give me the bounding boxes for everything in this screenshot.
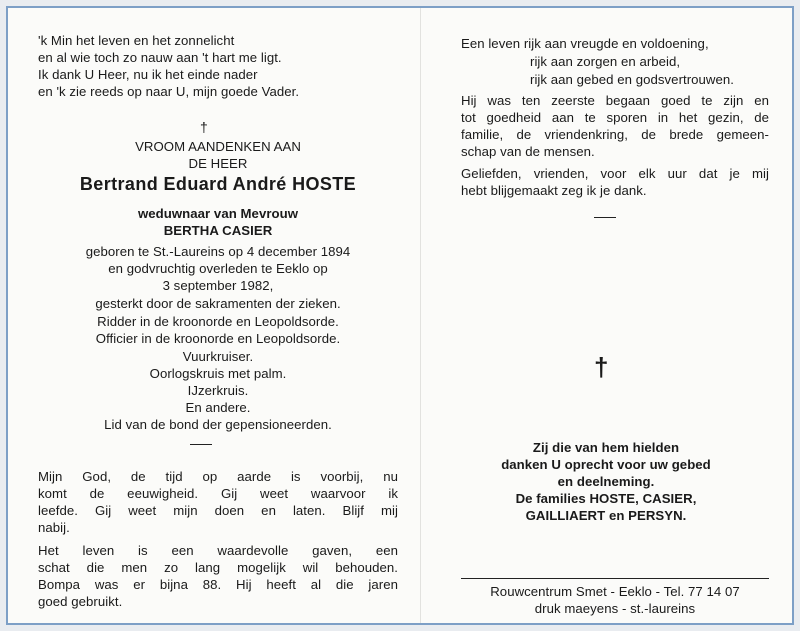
- character-paragraph: [461, 92, 769, 160]
- prayer-line: komt de eeuwigheid. Gij weet waarvoor ik: [38, 486, 398, 501]
- cross-icon: †: [200, 119, 208, 135]
- bio-line: Officier in de kroonorde en Leopoldsorde.: [95, 331, 341, 346]
- verse-line: rijk aan gebed en godsvertrouwen.: [530, 72, 734, 87]
- divider: [190, 444, 212, 445]
- verse-line: Een leven rijk aan vreugde en voldoening,: [461, 36, 709, 51]
- printer-line: druk maeyens - st.-laureins: [534, 601, 696, 616]
- bio-line: IJzerkruis.: [187, 383, 249, 398]
- memorial-card: [6, 6, 794, 625]
- cross-icon: †: [594, 352, 609, 382]
- bio-line: geboren te St.-Laureins op 4 december 1894: [85, 244, 351, 259]
- life-paragraph: [38, 542, 398, 610]
- bio-line: En andere.: [185, 400, 251, 415]
- bio-line: en godvruchtig overleden te Eeklo op: [108, 261, 328, 276]
- poem-line: en 'k zie reeds op naar U, mijn goede Vader.: [38, 84, 300, 99]
- bio-line: gesterkt door de sakramenten der zieken.: [95, 296, 341, 311]
- life-line: schat die men zo lang mogelijk wil behouden.: [38, 560, 398, 575]
- left-page: [8, 8, 420, 623]
- right-page: [421, 8, 792, 623]
- character-line: tot goedheid aan te sporen in het gezin, de: [461, 110, 769, 125]
- thanks-block: [451, 439, 761, 524]
- footer-rule: [461, 578, 769, 579]
- thanks-line: Zij die van hem hielden: [532, 440, 680, 455]
- character-line: schap van de mensen.: [461, 144, 595, 159]
- life-line: Het leven is een waardevolle gaven, een: [38, 543, 398, 558]
- thanks-line: en deelneming.: [557, 474, 655, 489]
- heading-remembrance: VROOM AANDENKEN AAN: [135, 139, 301, 154]
- widower-line: weduwnaar van Mevrouw: [137, 206, 299, 221]
- thanks-line: danken U oprecht voor uw gebed: [501, 457, 711, 472]
- prayer-line: nabij.: [38, 520, 70, 535]
- prayer-paragraph: [38, 468, 398, 536]
- prayer-line: Mijn God, de tijd op aarde is voorbij, nu: [38, 469, 398, 484]
- farewell-line: hebt blijgemaakt zeg ik je dank.: [461, 183, 647, 198]
- divider: [594, 217, 616, 218]
- thanks-line: De families HOSTE, CASIER,: [515, 491, 697, 506]
- spouse-name: BERTHA CASIER: [163, 223, 273, 238]
- farewell-paragraph: [461, 165, 769, 199]
- bio-line: Vuurkruiser.: [182, 349, 254, 364]
- thanks-line: GAILLIAERT en PERSYN.: [525, 508, 687, 523]
- poem-line: 'k Min het leven en het zonnelicht: [38, 33, 235, 48]
- bio-line: Ridder in de kroonorde en Leopoldsorde.: [97, 314, 339, 329]
- poem-line: Ik dank U Heer, nu ik het einde nader: [38, 67, 258, 82]
- bio-line: Lid van de bond der gepensioneerden.: [104, 417, 332, 432]
- life-line: Bompa was er bijna 88. Hij heeft al die jaren: [38, 577, 398, 592]
- farewell-line: Geliefden, vrienden, voor elk uur dat je mij: [461, 166, 769, 181]
- character-line: Hij was ten zeerste begaan goed te zijn en: [461, 93, 769, 108]
- prayer-line: leefde. Gij weet mijn doen en laten. Blijf mij: [38, 503, 398, 518]
- funeral-home-line: Rouwcentrum Smet - Eeklo - Tel. 77 14 07: [490, 584, 740, 599]
- deceased-name: Bertrand Eduard André HOSTE: [79, 174, 357, 194]
- life-line: goed gebruikt.: [38, 594, 123, 609]
- verse-line: rijk aan zorgen en arbeid,: [530, 54, 681, 69]
- bio-line: Oorlogskruis met palm.: [149, 366, 287, 381]
- heading-title: DE HEER: [188, 156, 248, 171]
- opening-poem: [38, 32, 398, 100]
- poem-line: en al wie toch zo nauw aan 't hart me ligt.: [38, 50, 282, 65]
- bio-line: 3 september 1982,: [162, 278, 274, 293]
- character-line: familie, de vriendenkring, de brede gemeen-: [461, 127, 769, 142]
